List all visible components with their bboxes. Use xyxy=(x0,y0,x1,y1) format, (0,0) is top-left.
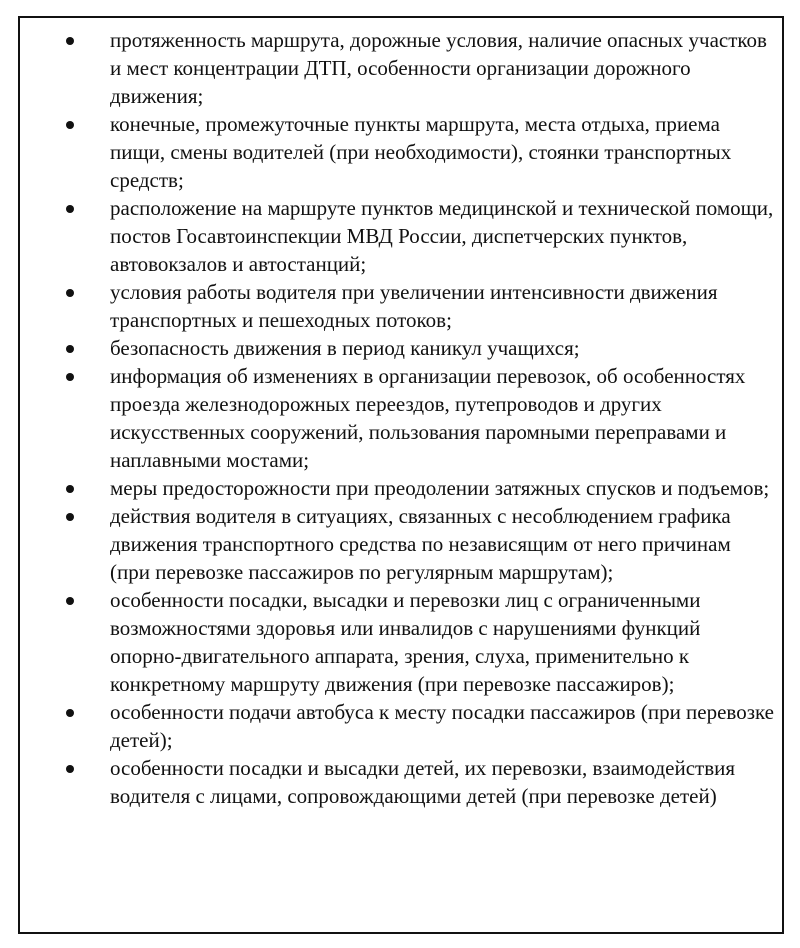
bullet-icon xyxy=(66,485,74,493)
list-item-text: действия водителя в ситуациях, связанных с несоблюдением графика движения транспортного средства по независящим от него причинам (при перевозке пассажиров по регулярным маршрутам); xyxy=(110,504,731,584)
bullet-icon xyxy=(66,597,74,605)
bullet-icon xyxy=(66,709,74,717)
list-item-text: протяженность маршрута, дорожные условия, наличие опасных участков и мест концентрации ДТП, особенности организации дорожного движения; xyxy=(110,28,767,108)
list-item xyxy=(20,194,782,278)
bullet-icon xyxy=(66,37,74,45)
bullet-icon xyxy=(66,289,74,297)
list-item xyxy=(20,334,782,362)
list-item-text: особенности посадки и высадки детей, их перевозки, взаимодействия водителя с лицами, сопровождающими детей (при перевозке детей) xyxy=(110,756,736,808)
list-item-text: условия работы водителя при увеличении интенсивности движения транспортных и пешеходных потоков; xyxy=(110,280,718,332)
bullet-icon xyxy=(66,345,74,353)
bullet-icon xyxy=(66,205,74,213)
bullet-icon xyxy=(66,373,74,381)
list-item-text: меры предосторожности при преодолении затяжных спусков и подъемов; xyxy=(110,476,770,500)
list-item-text: особенности посадки, высадки и перевозки лиц с ограниченными возможностями здоровья или инвалидов с нарушениями функций опорно-двигательного аппарата, зрения, слуха, применительно к конкретному маршруту движения (при перевозке пассажиров); xyxy=(110,588,701,696)
list-item-text: безопасность движения в период каникул учащихся; xyxy=(110,336,580,360)
list-item xyxy=(20,754,782,810)
list-item xyxy=(20,698,782,754)
bullet-icon xyxy=(66,765,74,773)
list-item xyxy=(20,278,782,334)
bullet-icon xyxy=(66,513,74,521)
list-item-text: информация об изменениях в организации перевозок, об особенностях проезда железнодорожных переездов, путепроводов и других искусственных сооружений, пользования паромными переправами и наплавными мостами; xyxy=(110,364,746,472)
list-item-text: особенности подачи автобуса к месту посадки пассажиров (при перевозке детей); xyxy=(110,700,775,752)
list-item-text: конечные, промежуточные пункты маршрута, места отдыха, приема пищи, смены водителей (при необходимости), стоянки транспортных средств; xyxy=(110,112,732,192)
list-item xyxy=(20,474,782,502)
list-item xyxy=(20,110,782,194)
bullet-icon xyxy=(66,121,74,129)
bullet-list xyxy=(20,26,782,810)
list-item xyxy=(20,362,782,474)
list-item xyxy=(20,502,782,586)
document-frame xyxy=(18,16,784,934)
list-item-text: расположение на маршруте пунктов медицинской и технической помощи, постов Госавтоинспекции МВД России, диспетчерских пунктов, автовокзалов и автостанций; xyxy=(110,196,774,276)
list-item xyxy=(20,586,782,698)
list-item xyxy=(20,26,782,110)
